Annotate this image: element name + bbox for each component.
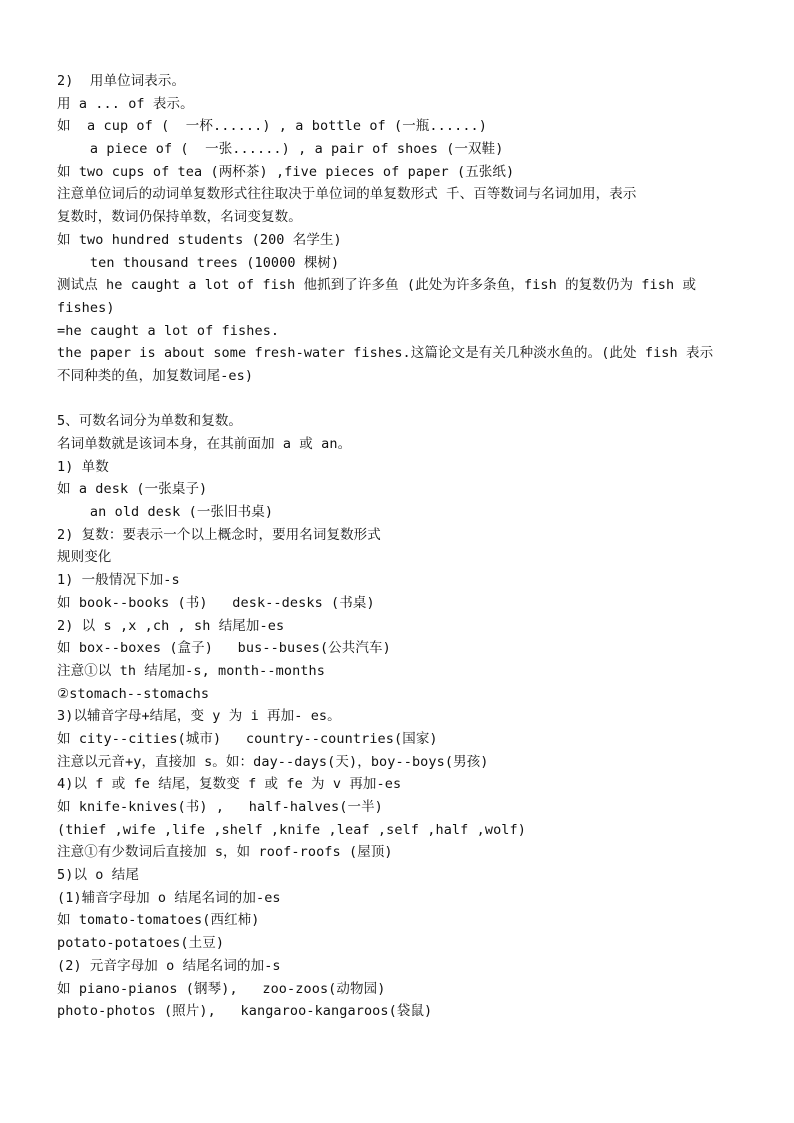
text-line: 4)以 f 或 fe 结尾，复数变 f 或 fe 为 v 再加-es: [57, 776, 402, 793]
text-line: 如 tomato-tomatoes(西红柿): [57, 912, 260, 929]
text-line: (1)辅音字母加 o 结尾名词的加-es: [57, 889, 281, 906]
text-line: 2) 用单位词表示。: [57, 73, 186, 89]
text-line: 3)以辅音字母+结尾，变 y 为 i 再加- es。: [57, 708, 341, 725]
text-line: potato-potatoes(土豆): [57, 935, 225, 952]
text-line: 1) 一般情况下加-s: [57, 572, 180, 589]
text-line: (2) 元音字母加 o 结尾名词的加-s: [57, 957, 281, 974]
text-line: ②stomach--stomachs: [57, 685, 210, 702]
text-line: 如 a cup of ( 一杯......) , a bottle of (一瓶......): [57, 118, 488, 135]
text-line: fishes): [57, 299, 115, 316]
text-line: 注意以元音+y，直接加 s。如：day--days(天)，boy--boys(男孩): [57, 753, 489, 770]
text-line: 注意①以 th 结尾加-s, month--months: [57, 662, 325, 679]
text-line: photo-photos (照片), kangaroo-kangaroos(袋鼠): [57, 1003, 433, 1020]
text-line: 用 a ... of 表示。: [57, 95, 194, 112]
text-line: 2) 以 s ,x ,ch , sh 结尾加-es: [57, 617, 285, 634]
text-line: 注意单位词后的动词单复数形式往往取决于单位词的单复数形式 千、百等数词与名词加用，表示: [57, 186, 637, 203]
document-body: [57, 70, 757, 1023]
text-line: 如 knife-knives(书) , half-halves(一半): [57, 799, 383, 815]
text-line: a piece of ( 一张......) , a pair of shoes (一双鞋): [57, 141, 504, 158]
text-line: 如 a desk (一张桌子): [57, 481, 208, 498]
text-line: 如 book--books (书) desk--desks (书桌): [57, 594, 375, 611]
text-line: 复数时，数词仍保持单数，名词变复数。: [57, 209, 302, 226]
text-line: 测试点 he caught a lot of fish 他抓到了许多鱼 (此处为许多条鱼，fish 的复数仍为 fish 或: [57, 277, 697, 294]
text-line: 如 two cups of tea (两杯茶) ,five pieces of paper (五张纸): [57, 163, 515, 180]
text-line: an old desk (一张旧书桌): [57, 504, 274, 521]
text-line: 注意①有少数词后直接加 s，如 roof-roofs (屋顶): [57, 844, 393, 861]
text-line: =he caught a lot of fishes.: [57, 322, 280, 339]
text-line: 名词单数就是该词本身，在其前面加 a 或 an。: [57, 436, 352, 452]
text-line: the paper is about some fresh-water fishes.这篇论文是有关几种淡水鱼的。(此处 fish 表示: [57, 345, 714, 362]
text-line: 如 box--boxes (盒子) bus--buses(公共汽车): [57, 640, 391, 657]
text-line: 不同种类的鱼，加复数词尾-es): [57, 367, 254, 384]
text-line: 如 city--cities(城市) country--countries(国家): [57, 730, 438, 747]
text-line: (thief ,wife ,life ,shelf ,knife ,leaf ,self ,half ,wolf): [57, 821, 526, 838]
text-line: 如 two hundred students (200 名学生): [57, 231, 342, 248]
text-line: 如 piano-pianos (钢琴), zoo-zoos(动物园): [57, 980, 386, 997]
text-line: 5)以 o 结尾: [57, 867, 139, 884]
section-heading: 5、可数名词分为单数和复数。: [57, 413, 243, 430]
text-line: 2) 复数：要表示一个以上概念时，要用名词复数形式: [57, 526, 381, 543]
text-line: 规则变化: [57, 549, 112, 566]
blank-line: [57, 388, 757, 411]
text-line: 1) 单数: [57, 458, 109, 475]
text-line: ten thousand trees (10000 棵树): [57, 254, 340, 271]
